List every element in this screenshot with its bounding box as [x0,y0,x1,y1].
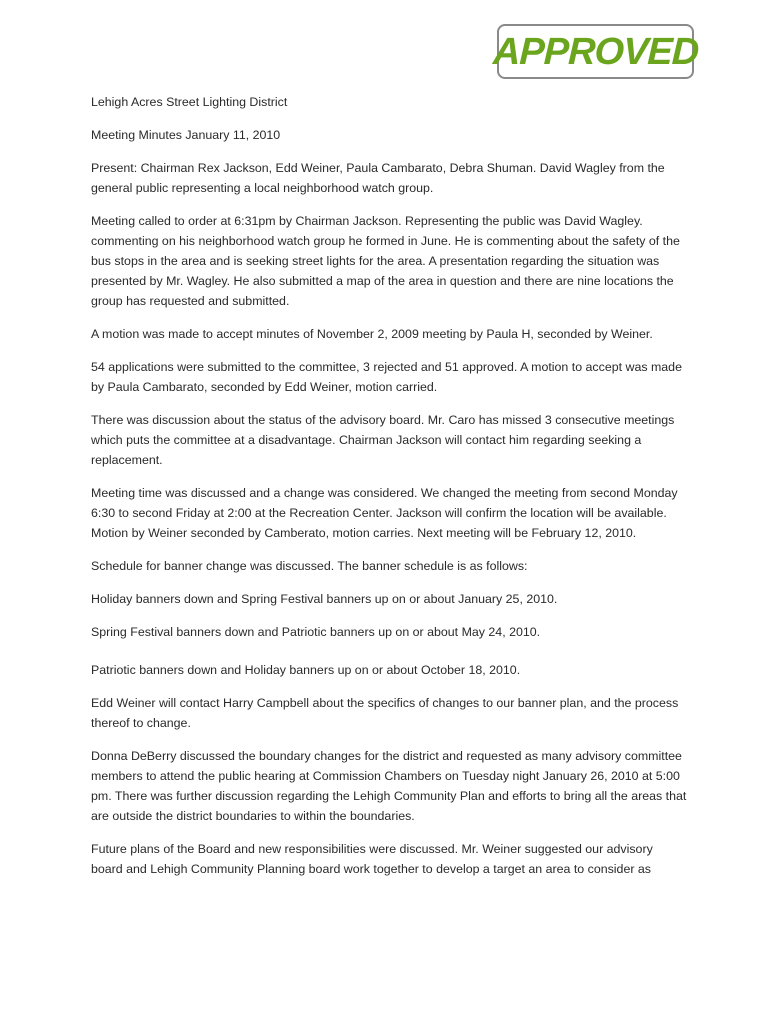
paragraph-banner-plan: Edd Weiner will contact Harry Campbell about the specifics of changes to our banner plan, and the process thereof to change. [91,696,679,730]
paragraph-applications: 54 applications were submitted to the committee, 3 rejected and 51 approved. A motion to accept was made by Paula Cambarato, seconded by Edd Weiner, motion carried. [91,360,682,394]
paragraph-future-plans: Future plans of the Board and new responsibilities were discussed. Mr. Weiner suggested our advisory board and Lehigh Community Planning board work together to develop a target an area to consider as [91,842,653,876]
paragraph-boundary-changes: Donna DeBerry discussed the boundary changes for the district and requested as many advisory committee members to attend the public hearing at Commission Chambers on Tuesday night January 26, 2010 at 5:00 pm. There was further discussion regarding the Lehigh Community Plan and efforts to bring all the areas that are outside the district boundaries to within the boundaries. [91,749,687,823]
paragraph-banner-january: Holiday banners down and Spring Festival banners up on or about January 25, 2010. [91,592,558,606]
paragraph-minutes-motion: A motion was made to accept minutes of November 2, 2009 meeting by Paula H, seconded by Weiner. [91,327,653,341]
paragraph-meeting-time: Meeting time was discussed and a change was considered. We changed the meeting from second Monday 6:30 to second Friday at 2:00 at the Recreation Center. Jackson will confirm the location will be available. Motion by Weiner seconded by Camberato, motion carries. Next meeting will be February 12, 2010. [91,486,678,540]
paragraph-advisory-board: There was discussion about the status of the advisory board. Mr. Caro has missed 3 consecutive meetings which puts the committee at a disadvantage. Chairman Jackson will contact him regarding seeking a replacement. [91,413,675,467]
approved-stamp [492,24,699,79]
paragraph-attendance: Present: Chairman Rex Jackson, Edd Weiner, Paula Cambarato, Debra Shuman. David Wagley from the general public representing a local neighborhood watch group. [91,161,665,195]
document-title: Lehigh Acres Street Lighting District [91,95,288,109]
meeting-minutes-document [91,92,687,892]
paragraph-banner-schedule: Schedule for banner change was discussed. The banner schedule is as follows: [91,559,528,573]
document-subtitle: Meeting Minutes January 11, 2010 [91,128,281,142]
approved-stamp-label: APPROVED [492,30,699,73]
paragraph-banner-may: Spring Festival banners down and Patriotic banners up on or about May 24, 2010. [91,625,541,639]
paragraph-call-to-order: Meeting called to order at 6:31pm by Chairman Jackson. Representing the public was David Wagley. commenting on his neighborhood watch group he formed in June. He is commenting about the safety of the bus stops in the area and is seeking street lights for the area. A presentation regarding the situation was presented by Mr. Wagley. He also submitted a map of the area in question and there are nine locations the group has requested and submitted. [91,214,680,308]
paragraph-banner-october: Patriotic banners down and Holiday banners up on or about October 18, 2010. [91,663,521,677]
